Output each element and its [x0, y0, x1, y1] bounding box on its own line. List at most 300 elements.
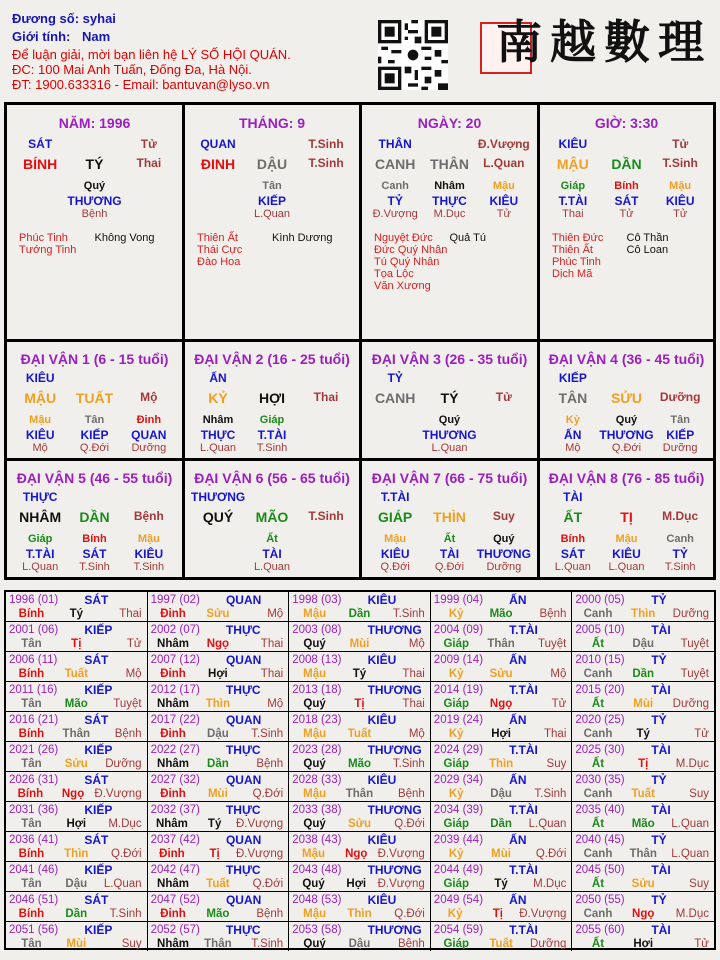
- year-branch: Sửu: [347, 818, 371, 830]
- hidden-stem: [477, 414, 531, 428]
- hidden-phase: L.Quan: [608, 561, 645, 573]
- hidden-phase: Q.Đới: [434, 561, 465, 573]
- hidden-stem: Bính: [614, 180, 639, 192]
- year-cell[interactable]: [6, 652, 148, 682]
- year-cell[interactable]: [6, 772, 148, 802]
- year-cell[interactable]: [6, 682, 148, 712]
- year-phase: Đ.Vượng: [377, 878, 425, 890]
- stem-branch-row: [185, 390, 359, 410]
- year-label: 2010 (15): [575, 654, 625, 666]
- dai-van-title: ĐẠI VẬN 5 (46 - 55 tuổi): [16, 470, 173, 486]
- year-label: 2004 (09): [433, 624, 484, 636]
- year-branch: Thìn: [64, 848, 89, 860]
- year-stem: Ất: [591, 698, 605, 710]
- hidden-ten-god: [13, 194, 67, 208]
- year-cell[interactable]: [572, 802, 714, 832]
- year-branch: Dậu: [207, 728, 229, 740]
- earthly-branch: HỢI: [259, 390, 285, 406]
- hidden-phase: L.Quan: [431, 442, 468, 454]
- hidden-gods-row: [362, 194, 537, 208]
- year-cell[interactable]: [289, 712, 431, 742]
- year-cell[interactable]: [572, 922, 714, 951]
- year-branch: Mùi: [633, 698, 654, 710]
- year-cell[interactable]: [572, 712, 714, 742]
- hidden-phase: Q.Đới: [611, 442, 642, 454]
- year-cell[interactable]: [572, 742, 714, 772]
- year-phase: T.Sinh: [109, 908, 142, 920]
- year-ten-god: TỶ: [651, 773, 667, 787]
- year-ten-god: THƯƠNG: [367, 623, 422, 637]
- hidden-gods-row: [362, 428, 537, 442]
- hidden-gods-row: [362, 547, 537, 561]
- year-cell[interactable]: [431, 622, 573, 652]
- year-ten-god: QUAN: [225, 713, 262, 727]
- hidden-phase: T.Sinh: [133, 561, 165, 573]
- year-phase: Đ.Vượng: [94, 788, 142, 800]
- hidden-gods-row: [185, 428, 359, 442]
- dai-van-title: ĐẠI VẬN 7 (66 - 75 tuổi): [371, 470, 528, 486]
- hidden-stem: Tân: [670, 414, 690, 426]
- year-cell[interactable]: [148, 742, 290, 772]
- dai-van-2: [185, 342, 362, 461]
- year-label: 2009 (14): [433, 654, 484, 666]
- year-ten-god: QUAN: [225, 653, 262, 667]
- ten-god: TỶ: [387, 371, 403, 385]
- year-phase: Mộ: [408, 728, 425, 740]
- year-ten-god: THỰC: [225, 623, 261, 637]
- stem-phase: T.Sinh: [308, 137, 344, 151]
- year-ten-god: THỰC: [225, 923, 261, 937]
- year-cell[interactable]: [289, 772, 431, 802]
- year-ten-god: KIẾP: [84, 683, 113, 697]
- hidden-phase: [191, 561, 245, 575]
- year-phase: Bệnh: [256, 758, 284, 770]
- year-phase: L.Quan: [103, 878, 142, 890]
- year-branch: Dần: [348, 608, 371, 620]
- year-branch: Mùi: [66, 938, 87, 950]
- year-cell[interactable]: [431, 892, 573, 922]
- year-stem: Bính: [18, 848, 45, 860]
- hidden-phase: [299, 208, 353, 222]
- year-label: 2016 (21): [9, 714, 59, 726]
- dai-van-title: ĐẠI VẬN 6 (56 - 65 tuổi): [194, 470, 350, 486]
- year-ten-god: ẤN: [509, 893, 527, 907]
- year-cell[interactable]: [431, 802, 573, 832]
- hidden-stems-row: [362, 180, 537, 194]
- year-label: 1997 (02): [150, 594, 200, 606]
- year-phase: M.Dục: [675, 908, 709, 920]
- year-cell[interactable]: [289, 742, 431, 772]
- ten-god: T.TÀI: [380, 490, 410, 504]
- year-cell[interactable]: [6, 862, 148, 892]
- qr-code-icon[interactable]: [378, 20, 448, 90]
- year-phase: Suy: [546, 758, 567, 770]
- year-label: 2047 (52): [150, 894, 200, 906]
- branch-phase: T.Sinh: [308, 156, 344, 170]
- hidden-stem: Đinh: [136, 414, 162, 426]
- year-label: 2050 (55): [575, 894, 625, 906]
- earthly-branch: TÝ: [85, 156, 104, 172]
- year-phase: Bệnh: [114, 728, 142, 740]
- year-ten-god: KIÊU: [367, 713, 397, 727]
- hidden-ten-god: THƯƠNG: [476, 547, 531, 561]
- hidden-gods-row: [540, 547, 713, 561]
- stem-branch-row: [362, 156, 537, 176]
- hidden-phase: [299, 561, 353, 575]
- hidden-ten-god: THỰC: [432, 194, 467, 208]
- dai-van-6: [185, 461, 362, 577]
- year-ten-god: T.TÀI: [509, 683, 538, 697]
- good-star: Phúc Tinh: [19, 232, 68, 244]
- hidden-stem: Mậu: [492, 180, 515, 192]
- year-ten-god: KIẾP: [84, 803, 113, 817]
- year-ten-god: KIÊU: [367, 653, 397, 667]
- year-phase: Dưỡng: [672, 608, 709, 620]
- year-ten-god: TÀI: [651, 803, 671, 817]
- year-stem: Kỷ: [448, 668, 464, 680]
- year-branch: Thìn: [347, 908, 372, 920]
- year-cell[interactable]: [148, 682, 290, 712]
- hidden-phases-row: [540, 561, 713, 575]
- heavenly-stem: MẬU: [556, 156, 589, 172]
- ten-god-row: [540, 490, 713, 506]
- year-ten-god: QUAN: [225, 773, 262, 787]
- hidden-stem: Mậu: [669, 180, 692, 192]
- hidden-stem: Canh: [666, 533, 694, 545]
- year-phase: Đ.Vượng: [519, 908, 567, 920]
- year-phase: L.Quan: [528, 818, 567, 830]
- hidden-phase: Tử: [496, 208, 511, 220]
- hidden-gods-row: [7, 428, 182, 442]
- stem-branch-row: [540, 390, 713, 410]
- year-cell[interactable]: [6, 592, 148, 622]
- earthly-branch: DẦN: [611, 156, 642, 172]
- stars-list: [362, 232, 537, 292]
- annual-luck-grid: [4, 590, 716, 950]
- stem-branch-row: [7, 509, 182, 529]
- year-stem: Đinh: [160, 908, 186, 920]
- year-cell[interactable]: [289, 892, 431, 922]
- year-stem: Giáp: [443, 878, 469, 890]
- year-cell[interactable]: [431, 772, 573, 802]
- hidden-stem: Kỷ: [565, 414, 580, 426]
- stem-phase: Đ.Vượng: [477, 137, 530, 151]
- year-cell[interactable]: [6, 892, 148, 922]
- year-phase: Thai: [260, 638, 284, 650]
- heavenly-stem: BÍNH: [23, 156, 58, 172]
- year-cell[interactable]: [289, 622, 431, 652]
- year-stem: Ất: [591, 758, 605, 770]
- year-branch: Tý: [636, 728, 650, 740]
- year-cell[interactable]: [431, 592, 573, 622]
- branch-phase: Bệnh: [133, 509, 164, 523]
- year-branch: Thân: [62, 728, 91, 740]
- hidden-stem: [299, 533, 353, 547]
- year-ten-god: TỶ: [651, 593, 667, 607]
- year-cell[interactable]: [289, 682, 431, 712]
- year-ten-god: THỰC: [225, 743, 261, 757]
- stem-branch-row: [7, 390, 182, 410]
- year-phase: M.Dục: [533, 878, 567, 890]
- year-branch: Dậu: [65, 878, 88, 890]
- year-ten-god: T.TÀI: [509, 743, 538, 757]
- year-stem: Bính: [18, 728, 45, 740]
- year-cell[interactable]: [148, 832, 290, 862]
- year-branch: Ngọ: [632, 908, 655, 920]
- year-ten-god: KIÊU: [367, 893, 397, 907]
- year-cell[interactable]: [572, 832, 714, 862]
- year-stem: Quý: [303, 758, 326, 770]
- year-cell[interactable]: [148, 652, 290, 682]
- year-stem: Quý: [303, 818, 326, 830]
- hidden-stem: Giáp: [27, 533, 53, 545]
- year-label: 2044 (49): [433, 864, 484, 876]
- gender-row: [12, 30, 291, 48]
- year-stem: Nhâm: [157, 878, 189, 890]
- good-star: Tướng Tinh: [19, 244, 77, 256]
- year-phase: M.Dục: [108, 818, 142, 830]
- year-label: 2052 (57): [150, 924, 200, 936]
- dai-van-title: ĐẠI VẬN 8 (76 - 85 tuổi): [548, 470, 705, 486]
- year-cell[interactable]: [289, 862, 431, 892]
- year-cell[interactable]: [572, 592, 714, 622]
- year-stem: Tân: [21, 758, 42, 770]
- year-cell[interactable]: [289, 802, 431, 832]
- year-cell[interactable]: [6, 802, 148, 832]
- year-stem: Tân: [21, 818, 42, 830]
- dai-van-title: ĐẠI VẬN 2 (16 - 25 tuổi): [194, 351, 350, 367]
- stem-branch-row: [540, 509, 713, 529]
- year-ten-god: TÀI: [651, 863, 671, 877]
- year-label: 2051 (56): [9, 924, 59, 936]
- year-phase: Tuyệt: [680, 638, 709, 650]
- dai-van-title: ĐẠI VẬN 1 (6 - 15 tuổi): [20, 351, 169, 367]
- year-stem: Tân: [21, 698, 42, 710]
- year-ten-god: T.TÀI: [509, 623, 538, 637]
- earthly-branch: THÂN: [430, 156, 469, 172]
- year-phase: Thai: [260, 668, 284, 680]
- year-ten-god: TỶ: [651, 833, 667, 847]
- year-cell[interactable]: [289, 832, 431, 862]
- year-cell[interactable]: [572, 862, 714, 892]
- year-ten-god: T.TÀI: [509, 863, 538, 877]
- ten-god-row: [540, 137, 713, 153]
- year-cell[interactable]: [6, 622, 148, 652]
- year-branch: Tuất: [631, 788, 655, 800]
- hidden-ten-god: TỶ: [672, 547, 688, 561]
- year-phase: Bệnh: [397, 938, 425, 950]
- year-phase: Dưỡng: [530, 938, 567, 950]
- year-cell[interactable]: [148, 892, 290, 922]
- year-label: 2029 (34): [433, 774, 484, 786]
- year-ten-god: THƯƠNG: [367, 803, 422, 817]
- year-ten-god: QUAN: [225, 593, 262, 607]
- hidden-ten-god: THƯƠNG: [422, 428, 477, 442]
- year-cell[interactable]: [431, 862, 573, 892]
- year-cell[interactable]: [431, 712, 573, 742]
- year-label: 2003 (08): [292, 624, 342, 636]
- year-cell[interactable]: [431, 832, 573, 862]
- year-phase: Tuyệt: [538, 638, 567, 650]
- year-label: 2054 (59): [433, 924, 484, 936]
- year-cell[interactable]: [431, 742, 573, 772]
- hidden-stems-row: [362, 414, 537, 428]
- year-phase: Q.Đới: [252, 788, 284, 800]
- year-phase: Bệnh: [539, 608, 567, 620]
- hidden-phases-row: [185, 442, 359, 456]
- ten-god-row: [7, 137, 182, 153]
- year-cell[interactable]: [572, 682, 714, 712]
- hidden-stem: [368, 414, 422, 428]
- ten-god: THỰC: [22, 490, 58, 504]
- hidden-gods-row: [185, 547, 359, 561]
- year-branch: Tý: [352, 668, 367, 680]
- year-ten-god: KIÊU: [367, 833, 397, 847]
- year-label: 2002 (07): [150, 624, 200, 636]
- hidden-ten-god: KIẾP: [666, 428, 695, 442]
- year-cell[interactable]: [6, 742, 148, 772]
- pillar-title: GIỜ: 3:30: [594, 115, 659, 131]
- dai-van-4: [540, 342, 713, 461]
- year-cell[interactable]: [431, 682, 573, 712]
- year-stem: Tân: [21, 638, 42, 650]
- year-cell[interactable]: [148, 922, 290, 951]
- ten-god: THƯƠNG: [191, 490, 246, 504]
- name-row: [12, 12, 291, 30]
- year-label: 2053 (58): [292, 924, 342, 936]
- hidden-ten-god: SÁT: [614, 194, 639, 208]
- year-cell[interactable]: [289, 652, 431, 682]
- year-cell[interactable]: [148, 772, 290, 802]
- year-phase: Thai: [402, 698, 425, 710]
- year-phase: Đ.Vượng: [377, 848, 425, 860]
- year-label: 2020 (25): [575, 714, 625, 726]
- hidden-stem: [13, 180, 67, 194]
- year-cell[interactable]: [572, 772, 714, 802]
- year-ten-god: QUAN: [225, 893, 262, 907]
- branch-phase: Thai: [313, 390, 339, 404]
- bad-star: Quả Tú: [449, 232, 486, 244]
- hidden-stem: Tân: [84, 414, 105, 426]
- ten-god-row: [185, 490, 359, 506]
- hidden-stem: [299, 180, 353, 194]
- year-label: 2023 (28): [292, 744, 342, 756]
- year-stem: Quý: [303, 638, 326, 650]
- hidden-phases-row: [7, 561, 182, 575]
- ten-god-row: [362, 137, 537, 153]
- ten-god-row: [7, 371, 182, 387]
- hidden-ten-god: [299, 428, 353, 442]
- contact-line-2: ĐC: 100 Mai Anh Tuấn, Đống Đa, Hà Nội.: [12, 62, 252, 77]
- year-ten-god: QUAN: [225, 833, 262, 847]
- year-branch: Thìn: [488, 758, 514, 770]
- hidden-stems-row: [185, 180, 359, 194]
- year-stem: Giáp: [443, 638, 469, 650]
- year-phase: Mộ: [267, 698, 284, 710]
- hidden-gods-row: [540, 194, 713, 208]
- hidden-ten-god: THƯƠNG: [67, 194, 122, 208]
- year-label: 2042 (47): [150, 864, 200, 876]
- stem-branch-row: [362, 509, 537, 529]
- year-phase: T.Sinh: [392, 758, 425, 770]
- year-cell[interactable]: [148, 862, 290, 892]
- hidden-ten-god: KIÊU: [25, 428, 55, 442]
- year-cell[interactable]: [6, 712, 148, 742]
- hidden-phase: Bệnh: [81, 208, 108, 220]
- year-stem: Mậu: [303, 668, 327, 680]
- year-stem: Giáp: [443, 938, 469, 950]
- earthly-branch: DẬU: [256, 156, 288, 172]
- year-cell[interactable]: [431, 922, 573, 951]
- year-label: 2012 (17): [150, 684, 200, 696]
- good-star: Thiên Đức: [552, 232, 604, 244]
- year-label: 2045 (50): [575, 864, 625, 876]
- hidden-stem: Mậu: [29, 414, 52, 426]
- year-cell[interactable]: [431, 652, 573, 682]
- year-cell[interactable]: [6, 922, 148, 951]
- hidden-phase: Mộ: [32, 442, 48, 454]
- year-phase: T.Sinh: [534, 788, 567, 800]
- hidden-ten-god: KIÊU: [612, 547, 641, 561]
- year-cell[interactable]: [572, 892, 714, 922]
- hidden-stems-row: [362, 533, 537, 547]
- year-stem: Giáp: [443, 758, 469, 770]
- year-cell[interactable]: [289, 922, 431, 951]
- dai-van-3: [362, 342, 540, 461]
- year-branch: Tý: [69, 608, 83, 620]
- contact-line-3[interactable]: ĐT: 1900.633316 - Email: bantuvan@lyso.vn: [12, 77, 270, 92]
- year-cell[interactable]: [148, 592, 290, 622]
- year-cell[interactable]: [6, 832, 148, 862]
- hidden-phase: L.Quan: [253, 561, 291, 573]
- hidden-phase: Tử: [673, 208, 688, 220]
- dai-van-5: [7, 461, 185, 577]
- year-cell[interactable]: [572, 622, 714, 652]
- hidden-phases-row: [362, 442, 537, 456]
- hidden-ten-god: QUAN: [131, 428, 167, 442]
- year-stem: Kỷ: [448, 608, 464, 620]
- hidden-phase: [368, 442, 422, 456]
- year-branch: Mão: [64, 698, 88, 710]
- year-label: 2041 (46): [9, 864, 59, 876]
- year-cell[interactable]: [148, 802, 290, 832]
- year-label: 2036 (41): [9, 834, 59, 846]
- branch-phase: T.Sinh: [308, 509, 344, 523]
- year-stem: Đinh: [160, 788, 186, 800]
- year-cell[interactable]: [148, 622, 290, 652]
- hidden-phase: Q.Đới: [79, 442, 110, 454]
- year-branch: Hợi: [346, 878, 367, 890]
- year-ten-god: TÀI: [651, 623, 671, 637]
- year-ten-god: TỶ: [651, 653, 667, 667]
- year-cell[interactable]: [572, 652, 714, 682]
- hidden-phases-row: [7, 208, 182, 222]
- hidden-stems-row: [540, 414, 713, 428]
- hidden-stem: Bính: [82, 533, 107, 545]
- year-branch: Dậu: [632, 638, 655, 650]
- hidden-ten-god: T.TÀI: [558, 194, 588, 208]
- year-stem: Bính: [17, 788, 44, 800]
- year-branch: Tị: [638, 758, 649, 770]
- year-phase: Thai: [402, 668, 425, 680]
- year-stem: Đinh: [160, 728, 186, 740]
- year-cell[interactable]: [148, 712, 290, 742]
- good-star: Nguyệt Đức: [374, 232, 433, 244]
- heavenly-stem: CANH: [374, 156, 416, 172]
- year-cell[interactable]: [289, 592, 431, 622]
- hidden-ten-god: T.TÀI: [257, 428, 287, 442]
- year-branch: Hợi: [208, 668, 228, 680]
